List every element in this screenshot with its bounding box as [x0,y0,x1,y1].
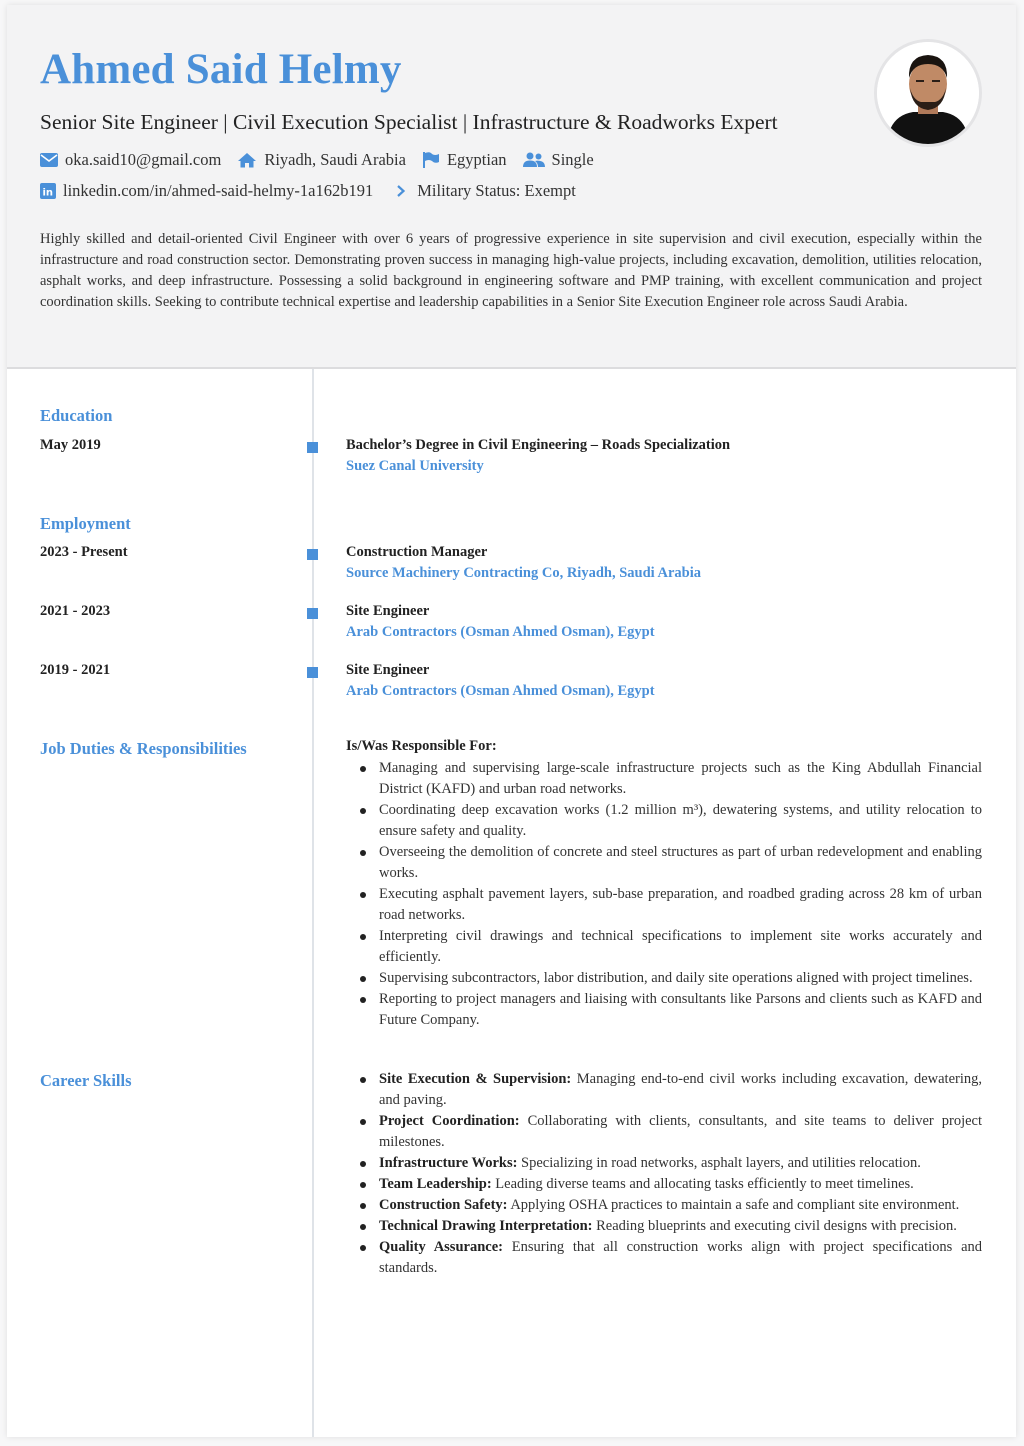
svg-text:in: in [42,187,54,199]
skill-item [346,1237,982,1279]
flag-icon [422,152,440,168]
linkedin-icon [40,183,56,199]
candidate-name: Ahmed Said Helmy [40,46,402,93]
profile-photo [874,39,982,147]
contact-military [395,181,576,201]
skill-text: Ensuring that all construction works align with project specifications and standards. [379,1239,983,1276]
marital-text: Single [551,150,594,169]
chevron-right-icon [395,183,407,199]
skill-item [346,1069,982,1111]
users-icon [523,152,545,168]
skill-item [346,1174,982,1195]
skill-label: Site Execution & Supervision: [379,1071,572,1087]
contact-row-2 [40,181,592,201]
candidate-headline: Senior Site Engineer | Civil Execution Specialist | Infrastructure & Roadworks Expert [40,110,778,134]
skill-label: Infrastructure Works: [379,1155,518,1171]
skill-item [346,1195,982,1216]
duty-item: Executing asphalt pavement layers, sub-base preparation, and roadbed grading across 28 km of urban road networks. [346,884,982,926]
contact-row-1 [40,150,610,170]
contact-email[interactable] [40,150,221,170]
envelope-icon [40,152,58,168]
duties-list [346,758,982,1031]
skill-text: Leading diverse teams and allocating tasks efficiently to meet timelines. [495,1176,914,1192]
job-date: 2023 - Present [40,544,128,560]
education-degree: Bachelor’s Degree in Civil Engineering – Roads Specialization [346,437,731,453]
duties-heading: Is/Was Responsible For: [346,738,497,754]
contact-nationality [422,150,507,170]
skill-label: Project Coordination: [379,1113,520,1129]
education-school: Suez Canal University [346,458,484,474]
skill-text: Applying OSHA practices to maintain a safe and compliant site environment. [510,1197,960,1213]
skill-text: Specializing in road networks, asphalt layers, and utilities relocation. [521,1155,921,1171]
home-icon [237,152,257,168]
section-title-duties: Job Duties & Responsibilities [40,739,247,758]
resume-header [7,5,1016,369]
job-company: Source Machinery Contracting Co, Riyadh, Saudi Arabia [346,565,702,581]
skill-label: Construction Safety: [379,1197,508,1213]
duty-item: Coordinating deep excavation works (1.2 million m³), dewatering systems, and utility relocation to ensure safety and quality. [346,800,982,842]
duty-item: Managing and supervising large-scale infrastructure projects such as the King Abdullah Financial District (KAFD) and urban road networks. [346,758,982,800]
duty-item: Overseeing the demolition of concrete and steel structures as part of urban redevelopment and enabling works. [346,842,982,884]
skill-item [346,1216,982,1237]
contact-linkedin[interactable] [40,181,373,201]
skill-text: Collaborating with clients, consultants, and site teams to deliver project milestones. [379,1113,982,1150]
timeline-marker [307,549,318,560]
professional-summary: Highly skilled and detail-oriented Civil Engineer with over 6 years of progressive experience in site supervision and civil execution, especially within the infrastructure and road construction sector. Demonstrating proven success in managing high-value projects, including excavation, demolition, utilities relocation, asphalt works, and deep infrastructure. Possessing a solid background in engineering software and PMP training, with excellent communication and project coordination skills. Seeking to contribute technical expertise and leadership capabilities in a Senior Site Execution Engineer role across Saudi Arabia. [40,231,982,310]
skill-text: Managing end-to-end civil works including excavation, dewatering, and paving. [379,1071,982,1108]
job-company: Arab Contractors (Osman Ahmed Osman), Egypt [346,683,655,699]
timeline-divider [312,369,314,1437]
job-company: Arab Contractors (Osman Ahmed Osman), Egypt [346,624,655,640]
skill-item [346,1153,982,1174]
contact-marital [523,150,594,170]
skills-list [346,1069,982,1279]
job-role: Site Engineer [346,662,430,678]
section-title-education: Education [40,406,113,425]
duty-item: Interpreting civil drawings and technical specifications to implement site works accurately and efficiently. [346,926,982,968]
section-title-skills: Career Skills [40,1071,132,1090]
job-role: Site Engineer [346,603,430,619]
resume-page [7,5,1016,1437]
location-text: Riyadh, Saudi Arabia [264,150,406,169]
skill-text: Reading blueprints and executing civil designs with precision. [596,1218,957,1234]
timeline-marker [307,667,318,678]
duty-item: Supervising subcontractors, labor distribution, and daily site operations aligned with project timelines. [346,968,982,989]
email-text: oka.said10@gmail.com [65,150,222,169]
contact-location [237,150,406,170]
skill-label: Technical Drawing Interpretation: [379,1218,593,1234]
section-title-employment: Employment [40,514,131,533]
nationality-text: Egyptian [446,150,507,169]
military-text: Military Status: Exempt [417,181,576,200]
avatar-portrait [877,42,979,144]
job-date: 2019 - 2021 [40,662,111,678]
skill-label: Quality Assurance: [379,1239,503,1255]
skill-item [346,1111,982,1153]
linkedin-text: linkedin.com/in/ahmed-said-helmy-1a162b191 [63,181,374,200]
job-date: 2021 - 2023 [40,603,111,619]
skill-label: Team Leadership: [379,1176,492,1192]
timeline-marker [307,442,318,453]
timeline-marker [307,608,318,619]
duty-item: Reporting to project managers and liaising with consultants like Parsons and clients such as KAFD and Future Company. [346,989,982,1031]
education-date: May 2019 [40,437,101,453]
job-role: Construction Manager [346,544,488,560]
